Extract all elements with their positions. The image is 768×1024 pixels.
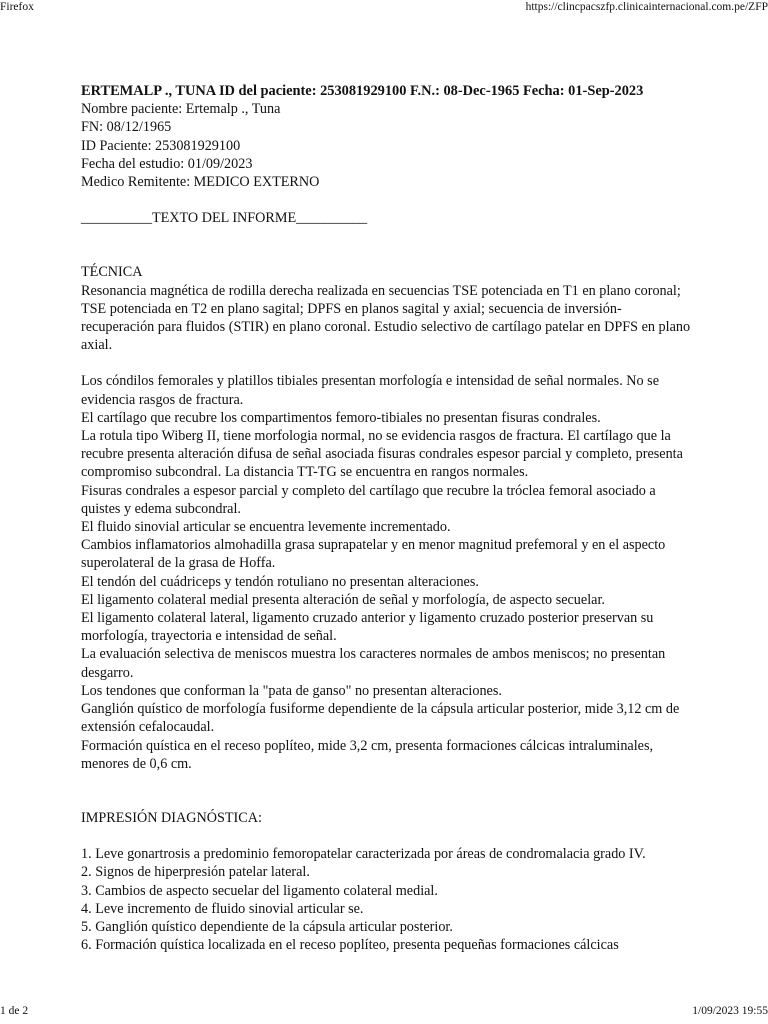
print-header — [0, 1, 768, 17]
report-title: ERTEMALP ., TUNA ID del paciente: 253081929100 F.N.: 08-Dec-1965 Fecha: 01-Sep-2023 — [81, 83, 644, 99]
report-document — [81, 82, 691, 954]
report-text-header: __________TEXTO DEL INFORME__________ — [81, 210, 368, 227]
finding-item: Los tendones que conforman la "pata de ganso" no presentan alteraciones. — [81, 682, 502, 699]
impression-item: 4. Leve incremento de fluido sinovial articular se. — [81, 900, 364, 917]
technique-paragraph: Resonancia magnética de rodilla derecha realizada en secuencias TSE potenciada en T1 en plano coronal; TSE potenciada en T2 en plano sagital; DPFS en planos sagital y axial; secuencia de inversión-recuperación para fluidos (STIR) en plano coronal. Estudio selectivo de cartílago patelar en DPFS en plano axial. — [81, 282, 691, 354]
finding-item: Fisuras condrales a espesor parcial y completo del cartílago que recubre la tróclea femoral asociado a quistes y edema subcondral. — [81, 482, 656, 517]
impression-item: 5. Ganglión quístico dependiente de la cápsula articular posterior. — [81, 918, 453, 935]
finding-item: El fluido sinovial articular se encuentra levemente incrementado. — [81, 519, 451, 536]
finding-item: El cartílago que recubre los compartimentos femoro-tibiales no presentan fisuras condrales. — [81, 409, 601, 426]
birth-date-field: FN: 08/12/1965 — [81, 119, 172, 136]
finding-item: El ligamento colateral lateral, ligamento cruzado anterior y ligamento cruzado posterior preservan su morfología, trayectoria e intensidad de señal. — [81, 610, 654, 645]
finding-item: Cambios inflamatorios almohadilla grasa suprapatelar y en menor magnitud prefemoral y en el aspecto superolateral de la grasa de Hoffa. — [81, 537, 666, 572]
browser-name: Firefox — [0, 1, 34, 13]
finding-item: El ligamento colateral medial presenta alteración de señal y morfología, de aspecto secuelar. — [81, 591, 605, 608]
page-url: https://clincpacszfp.clinicainternacional.com.pe/ZFP — [525, 1, 768, 13]
finding-item: Los cóndilos femorales y platillos tibiales presentan morfología e intensidad de señal normales. No se evidencia rasgos de fractura. — [81, 373, 659, 408]
impression-item: 3. Cambios de aspecto secuelar del ligamento colateral medial. — [81, 882, 438, 899]
page-indicator: 1 de 2 — [0, 1005, 29, 1017]
finding-item: La evaluación selectiva de meniscos muestra los caracteres normales de ambos meniscos; no presentan desgarro. — [81, 646, 666, 681]
impression-item: 2. Signos de hiperpresión patelar lateral. — [81, 864, 310, 881]
patient-name-field: Nombre paciente: Ertemalp ., Tuna — [81, 101, 281, 118]
impression-list — [81, 845, 691, 954]
impression-item: 6. Formación quística localizada en el receso poplíteo, presenta pequeñas formaciones cálcicas — [81, 937, 619, 954]
findings-section — [81, 372, 691, 772]
finding-item: Ganglión quístico de morfología fusiforme dependiente de la cápsula articular posterior, mide 3,12 cm de extensión cefalocaudal. — [81, 701, 680, 736]
print-footer — [0, 1005, 768, 1021]
print-timestamp: 1/09/2023 19:55 — [692, 1005, 768, 1017]
referring-physician-field: Medico Remitente: MEDICO EXTERNO — [81, 174, 320, 191]
finding-item: El tendón del cuádriceps y tendón rotuliano no presentan alteraciones. — [81, 573, 479, 590]
impression-heading: IMPRESIÓN DIAGNÓSTICA: — [81, 809, 262, 826]
impression-item: 1. Leve gonartrosis a predominio femoropatelar caracterizada por áreas de condromalacia grado IV. — [81, 846, 646, 863]
finding-item: La rotula tipo Wiberg II, tiene morfologia normal, no se evidencia rasgos de fractura. El cartílago que la recubre presenta alteración difusa de señal asociada fisuras condrales espesor parcial y completo, presenta compromiso subcondral. La distancia TT-TG se encuentra en rangos normales. — [81, 428, 683, 481]
patient-id-field: ID Paciente: 253081929100 — [81, 137, 241, 154]
patient-info — [81, 100, 691, 191]
study-date-field: Fecha del estudio: 01/09/2023 — [81, 155, 253, 172]
technique-heading: TÉCNICA — [81, 264, 143, 281]
finding-item: Formación quística en el receso poplíteo, mide 3,2 cm, presenta formaciones cálcicas intraluminales, menores de 0,6 cm. — [81, 737, 654, 772]
